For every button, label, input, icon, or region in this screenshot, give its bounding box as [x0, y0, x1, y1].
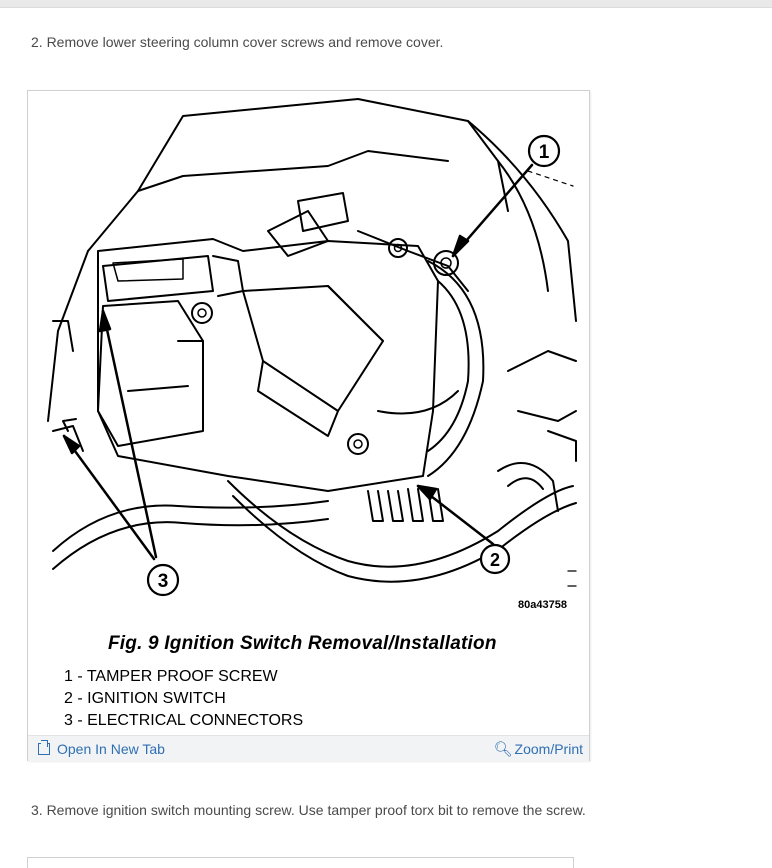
zoom-print-label: Zoom/Print: [514, 741, 583, 757]
top-bar: [0, 0, 772, 8]
callout-number-3: 3: [157, 571, 169, 592]
callout-number-2: 2: [489, 550, 501, 570]
callout-arrows: [64, 165, 532, 559]
next-figure-card: [27, 857, 574, 868]
zoom-in-icon: 🔍︎: [493, 741, 513, 758]
figure-code: 80a43758: [518, 599, 567, 611]
open-in-new-tab-label: Open In New Tab: [57, 741, 165, 757]
open-in-new-tab-link[interactable]: [38, 741, 165, 757]
legend-item: 2 - IGNITION SWITCH: [64, 690, 226, 707]
step-3-text: 3. Remove ignition switch mounting screw. Use tamper proof torx bit to remove the screw.: [31, 802, 586, 818]
zoom-print-link[interactable]: [493, 740, 583, 758]
legend-item: 3 - ELECTRICAL CONNECTORS: [64, 712, 304, 729]
callout-number-1: 1: [538, 142, 550, 163]
step-2-text: 2. Remove lower steering column cover screws and remove cover.: [31, 34, 444, 50]
open-external-icon: [38, 743, 50, 755]
figure-caption: Fig. 9 Ignition Switch Removal/Installation: [108, 633, 497, 654]
figure-toolbar: [28, 735, 589, 761]
ignition-switch-illustration: [28, 91, 589, 631]
figure-legend: [64, 666, 303, 732]
legend-item: 1 - TAMPER PROOF SCREW: [64, 668, 278, 685]
figure-card: [27, 90, 590, 761]
